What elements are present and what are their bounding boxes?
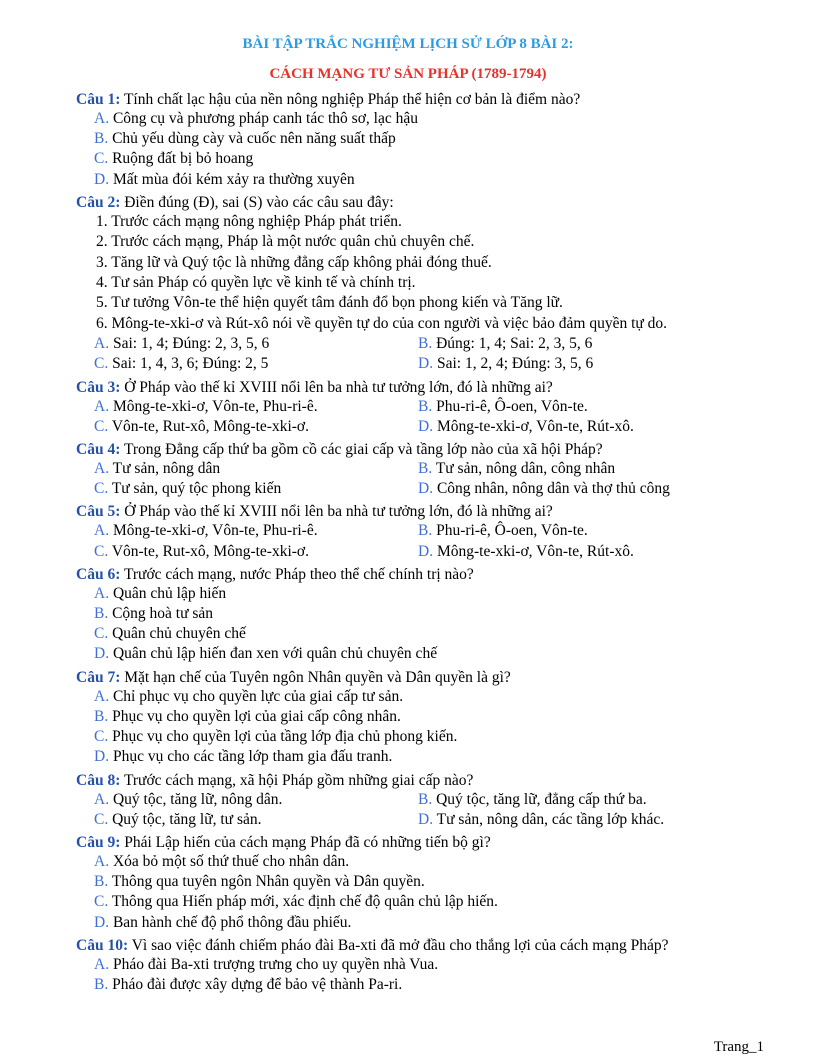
question-text: Ở Pháp vào thế kỉ XVIII nổi lên ba nhà tư tưởng lớn, đó là những ai? bbox=[120, 503, 553, 521]
option-row bbox=[76, 334, 776, 354]
option-text: Công cụ và phương pháp canh tác thô sơ, lạc hậu bbox=[109, 110, 418, 127]
option-letter: D. bbox=[418, 417, 434, 435]
option-row bbox=[76, 397, 776, 417]
option-c bbox=[94, 354, 418, 374]
option-letter: B. bbox=[418, 522, 433, 540]
option-d bbox=[418, 810, 742, 830]
option-text: Chủ yếu dùng cày và cuốc nên năng suất thấp bbox=[108, 130, 396, 148]
option-row bbox=[76, 810, 776, 830]
option-row bbox=[76, 790, 776, 810]
option-letter: B. bbox=[94, 130, 109, 148]
option-text: Xóa bỏ một số thứ thuế cho nhân dân. bbox=[109, 852, 350, 870]
option-d bbox=[76, 644, 776, 664]
option-text: Phục vụ cho quyền lợi của tầng lớp địa chủ phong kiến. bbox=[108, 728, 458, 746]
question-8 bbox=[76, 771, 776, 790]
document-subtitle: CÁCH MẠNG TƯ SẢN PHÁP (1789-1794) bbox=[269, 66, 547, 82]
option-letter: A. bbox=[94, 397, 110, 415]
option-text: Mông-te-xki-ơ, Vôn-te, Phu-ri-ê. bbox=[109, 522, 318, 540]
option-d bbox=[418, 542, 742, 562]
option-letter: C. bbox=[94, 355, 109, 373]
option-b bbox=[418, 521, 742, 541]
option-letter: B. bbox=[418, 460, 433, 478]
question-label: Câu 5: bbox=[76, 503, 121, 521]
question-label: Câu 1: bbox=[76, 91, 121, 108]
option-c bbox=[76, 727, 776, 747]
question-6 bbox=[76, 565, 776, 584]
option-text: Pháo đài Ba-xti trượng trưng cho uy quyền nhà Vua. bbox=[109, 955, 439, 973]
option-letter: D. bbox=[94, 748, 110, 766]
option-b bbox=[418, 790, 742, 810]
option-letter: A. bbox=[94, 955, 110, 973]
question-label: Câu 2: bbox=[76, 193, 121, 211]
statement-4: 4. Tư sản Pháp có quyền lực về kinh tế và chính trị. bbox=[96, 274, 416, 292]
statement-2: 2. Trước cách mạng, Pháp là một nước quân chủ chuyên chế. bbox=[96, 233, 475, 251]
question-9 bbox=[76, 833, 776, 852]
option-d bbox=[76, 747, 776, 767]
option-letter: A. bbox=[94, 460, 110, 478]
option-letter: D. bbox=[418, 542, 434, 560]
option-text: Quân chủ chuyên chế bbox=[108, 625, 246, 643]
option-b bbox=[76, 872, 776, 892]
question-label: Câu 3: bbox=[76, 378, 121, 396]
option-letter: C. bbox=[94, 480, 109, 498]
page-number: Trang_1 bbox=[713, 1039, 764, 1055]
option-text: Ruộng đất bị bỏ hoang bbox=[108, 150, 254, 168]
question-text: Tính chất lạc hậu của nền nông nghiệp Pháp thể hiện cơ bản là điểm nào? bbox=[120, 91, 581, 108]
option-text: Công nhân, nông dân và thợ thủ công bbox=[433, 480, 670, 498]
option-a bbox=[76, 955, 776, 975]
question-label: Câu 8: bbox=[76, 771, 121, 789]
question-text: Mặt hạn chế của Tuyên ngôn Nhân quyền và Dân quyền là gì? bbox=[120, 668, 511, 686]
question-2 bbox=[76, 193, 776, 212]
option-letter: B. bbox=[418, 335, 433, 353]
statement-3: 3. Tăng lữ và Quý tộc là những đẳng cấp không phải đóng thuế. bbox=[96, 253, 492, 271]
option-c bbox=[94, 479, 418, 499]
question-text: Phái Lập hiến của cách mạng Pháp đã có những tiến bộ gì? bbox=[120, 833, 491, 851]
option-letter: A. bbox=[94, 110, 110, 127]
option-text: Phu-ri-ê, Ô-oen, Vôn-te. bbox=[432, 397, 588, 415]
option-letter: B. bbox=[418, 790, 433, 808]
option-row bbox=[76, 459, 776, 479]
question-text: Trước cách mạng, xã hội Pháp gồm những giai cấp nào? bbox=[120, 771, 474, 789]
statement-5: 5. Tư tưởng Vôn-te thể hiện quyết tâm đánh đổ bọn phong kiến và Tăng lữ. bbox=[96, 294, 563, 312]
question-text: Trong Đẳng cấp thứ ba gồm cồ các giai cấp và tầng lớp nào của xã hội Pháp? bbox=[120, 441, 603, 459]
option-text: Mất mùa đói kém xảy ra thường xuyên bbox=[109, 170, 355, 188]
option-text: Vôn-te, Rut-xô, Mông-te-xki-ơ. bbox=[108, 542, 309, 560]
option-letter: C. bbox=[94, 810, 109, 828]
option-text: Cộng hoà tư sản bbox=[108, 605, 214, 623]
option-c bbox=[76, 892, 776, 912]
option-text: Phu-ri-ê, Ô-oen, Vôn-te. bbox=[432, 522, 588, 540]
option-b bbox=[76, 707, 776, 727]
option-text: Chỉ phục vụ cho quyền lực của giai cấp tư sản. bbox=[109, 687, 404, 705]
option-letter: C. bbox=[94, 542, 109, 560]
option-letter: D. bbox=[418, 480, 434, 498]
option-text: Pháo đài được xây dựng để bảo vệ thành Pa-ri. bbox=[108, 975, 403, 993]
option-letter: A. bbox=[94, 584, 110, 602]
option-text: Tư sản, nông dân, các tầng lớp khác. bbox=[433, 810, 665, 828]
option-letter: D. bbox=[418, 810, 434, 828]
statement-6: 6. Mông-te-xki-ơ và Rút-xô nói về quyền tự do của con người và việc bảo đảm quyền tự do. bbox=[96, 314, 668, 332]
option-letter: C. bbox=[94, 625, 109, 643]
option-b bbox=[418, 397, 742, 417]
option-row bbox=[76, 521, 776, 541]
option-d bbox=[418, 354, 742, 374]
option-text: Vôn-te, Rut-xô, Mông-te-xki-ơ. bbox=[108, 417, 309, 435]
option-d bbox=[76, 170, 776, 190]
option-row bbox=[76, 479, 776, 499]
option-letter: D. bbox=[94, 913, 110, 931]
document-title: BÀI TẬP TRẮC NGHIỆM LỊCH SỬ LỚP 8 BÀI 2: bbox=[242, 36, 574, 52]
option-letter: C. bbox=[94, 150, 109, 168]
question-label: Câu 7: bbox=[76, 668, 121, 686]
option-a bbox=[76, 687, 776, 707]
option-letter: C. bbox=[94, 728, 109, 746]
option-b bbox=[76, 975, 776, 995]
option-a bbox=[76, 584, 776, 604]
question-10 bbox=[76, 936, 776, 955]
option-text: Phục vụ cho các tầng lớp tham gia đấu tranh. bbox=[109, 748, 393, 766]
option-row bbox=[76, 354, 776, 374]
option-letter: B. bbox=[94, 605, 109, 623]
option-letter: A. bbox=[94, 522, 110, 540]
option-text: Đúng: 1, 4; Sai: 2, 3, 5, 6 bbox=[432, 335, 593, 353]
option-b bbox=[418, 459, 742, 479]
question-label: Câu 10: bbox=[76, 936, 129, 954]
option-text: Tư sản, nông dân bbox=[109, 460, 221, 478]
option-text: Quân chủ lập hiến bbox=[109, 584, 227, 602]
question-1 bbox=[76, 90, 776, 109]
option-text: Quý tộc, tăng lữ, nông dân. bbox=[109, 790, 283, 808]
option-text: Sai: 1, 4, 3, 6; Đúng: 2, 5 bbox=[108, 355, 269, 373]
option-text: Tư sản, quý tộc phong kiến bbox=[108, 480, 282, 498]
option-text: Thông qua tuyên ngôn Nhân quyền và Dân quyền. bbox=[108, 873, 425, 891]
option-a bbox=[76, 852, 776, 872]
question-list bbox=[76, 90, 776, 995]
option-d bbox=[418, 417, 742, 437]
option-letter: B. bbox=[94, 975, 109, 993]
option-text: Mông-te-xki-ơ, Vôn-te, Rút-xô. bbox=[433, 542, 634, 560]
option-b bbox=[76, 604, 776, 624]
option-text: Mông-te-xki-ơ, Vôn-te, Rút-xô. bbox=[433, 417, 634, 435]
option-letter: A. bbox=[94, 852, 110, 870]
option-a bbox=[76, 109, 776, 129]
option-c bbox=[76, 149, 776, 169]
option-a bbox=[94, 334, 418, 354]
question-3 bbox=[76, 378, 776, 397]
option-text: Quý tộc, tăng lữ, tư sản. bbox=[108, 810, 262, 828]
option-c bbox=[76, 624, 776, 644]
option-letter: A. bbox=[94, 687, 110, 705]
option-b bbox=[418, 334, 742, 354]
option-letter: C. bbox=[94, 893, 109, 911]
option-row bbox=[76, 417, 776, 437]
option-c bbox=[94, 542, 418, 562]
option-letter: B. bbox=[94, 873, 109, 891]
question-label: Câu 9: bbox=[76, 833, 121, 851]
option-text: Sai: 1, 2, 4; Đúng: 3, 5, 6 bbox=[433, 355, 594, 373]
option-d bbox=[418, 479, 742, 499]
question-text: Ở Pháp vào thế kỉ XVIII nổi lên ba nhà tư tưởng lớn, đó là những ai? bbox=[120, 378, 553, 396]
option-letter: D. bbox=[418, 355, 434, 373]
option-letter: B. bbox=[418, 397, 433, 415]
option-a bbox=[94, 521, 418, 541]
option-b bbox=[76, 129, 776, 149]
option-c bbox=[94, 417, 418, 437]
question-4 bbox=[76, 440, 776, 459]
question-text: Điền đúng (Đ), sai (S) vào các câu sau đây: bbox=[120, 193, 394, 211]
option-text: Thông qua Hiến pháp mới, xác định chế độ quân chủ lập hiến. bbox=[108, 893, 498, 911]
option-a bbox=[94, 459, 418, 479]
option-letter: A. bbox=[94, 790, 110, 808]
question-text: Trước cách mạng, nước Pháp theo thể chế chính trị nào? bbox=[120, 565, 474, 583]
question-label: Câu 4: bbox=[76, 441, 121, 459]
option-letter: A. bbox=[94, 335, 110, 353]
question-label: Câu 6: bbox=[76, 565, 121, 583]
question-text: Vì sao việc đánh chiếm pháo đài Ba-xti đã mở đầu cho thắng lợi của cách mạng Pháp? bbox=[128, 936, 669, 954]
option-c bbox=[94, 810, 418, 830]
option-row bbox=[76, 542, 776, 562]
option-text: Quý tộc, tăng lữ, đẳng cấp thứ ba. bbox=[432, 790, 647, 808]
option-text: Sai: 1, 4; Đúng: 2, 3, 5, 6 bbox=[109, 335, 270, 353]
option-text: Quân chủ lập hiến đan xen với quân chủ chuyên chế bbox=[109, 645, 438, 663]
option-d bbox=[76, 913, 776, 933]
option-letter: B. bbox=[94, 707, 109, 725]
option-a bbox=[94, 397, 418, 417]
option-a bbox=[94, 790, 418, 810]
option-text: Tư sản, nông dân, công nhân bbox=[432, 460, 616, 478]
option-letter: C. bbox=[94, 417, 109, 435]
option-text: Ban hành chế độ phổ thông đầu phiếu. bbox=[109, 913, 352, 931]
option-text: Mông-te-xki-ơ, Vôn-te, Phu-ri-ê. bbox=[109, 397, 318, 415]
option-letter: D. bbox=[94, 645, 110, 663]
option-letter: D. bbox=[94, 170, 110, 188]
statement-1: 1. Trước cách mạng nông nghiệp Pháp phát triển. bbox=[96, 212, 402, 230]
question-7 bbox=[76, 668, 776, 687]
question-5 bbox=[76, 502, 776, 521]
option-text: Phục vụ cho quyền lợi của giai cấp công nhân. bbox=[108, 707, 401, 725]
